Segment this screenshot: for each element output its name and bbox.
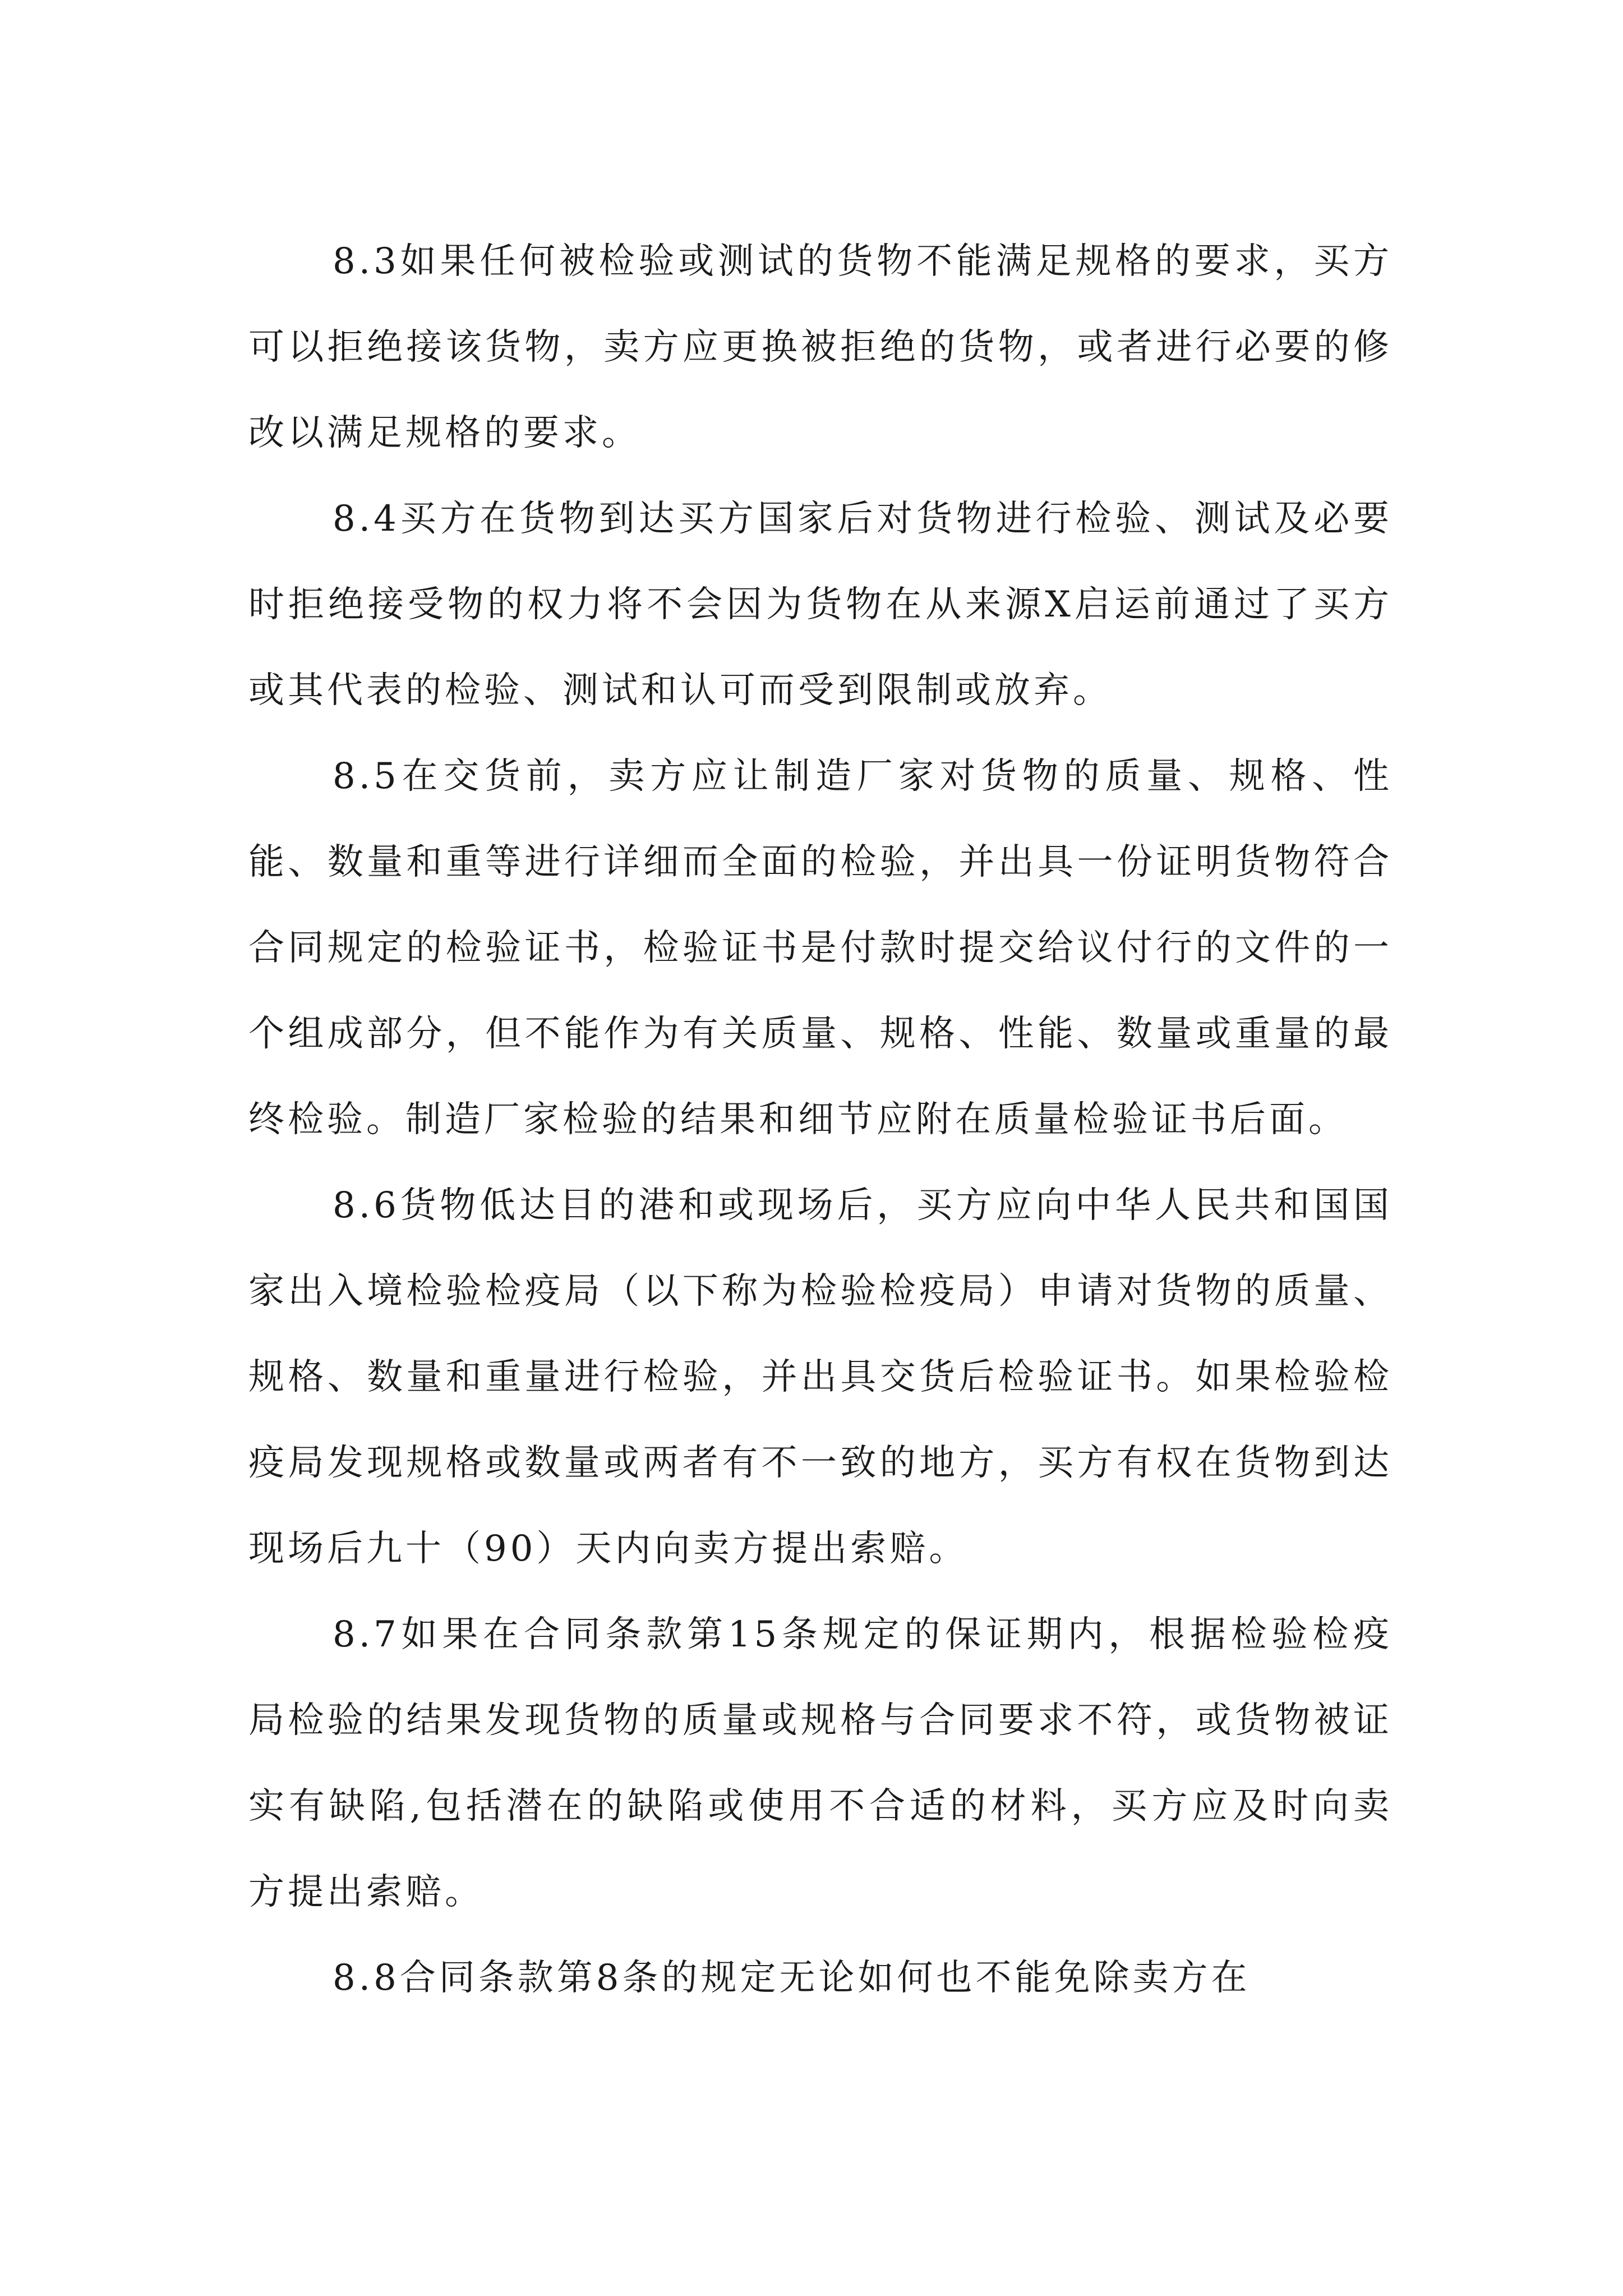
clause-8-5: 8.5在交货前，卖方应让制造厂家对货物的质量、规格、性能、数量和重等进行详细而全面的检验，并出具一份证明货物符合合同规定的检验证书，检验证书是付款时提交给议付行的文件的一个组成部分，但不能作为有关质量、规格、性能、数量或重量的最终检验。制造厂家检验的结果和细节应附在质量检验证书后面。 [248, 756, 1393, 1140]
clause-8-6: 8.6货物低达目的港和或现场后，买方应向中华人民共和国国家出入境检验检疫局（以下称为检验检疫局）申请对货物的质量、规格、数量和重量进行检验，并出具交货后检验证书。如果检验检疫局发现规格或数量或两者有不一致的地方，买方有权在货物到达现场后九十（90）天内向卖方提出索赔。 [248, 1185, 1393, 1570]
clause-8-8: 8.8合同条款第8条的规定无论如何也不能免除卖方在 [333, 1957, 1251, 1999]
clause-8-7: 8.7如果在合同条款第15条规定的保证期内，根据检验检疫局检验的结果发现货物的质量或规格与合同要求不符，或货物被证实有缺陷,包括潜在的缺陷或使用不合适的材料，买方应及时向卖方提出索赔。 [248, 1614, 1393, 1913]
clause-8-3: 8.3如果任何被检验或测试的货物不能满足规格的要求，买方可以拒绝接该货物，卖方应更换被拒绝的货物，或者进行必要的修改以满足规格的要求。 [248, 241, 1393, 454]
clause-8-4: 8.4买方在货物到达买方国家后对货物进行检验、测试及必要时拒绝接受物的权力将不会因为货物在从来源X启运前通过了买方或其代表的检验、测试和认可而受到限制或放弃。 [248, 498, 1393, 711]
document-body [248, 219, 1393, 2021]
